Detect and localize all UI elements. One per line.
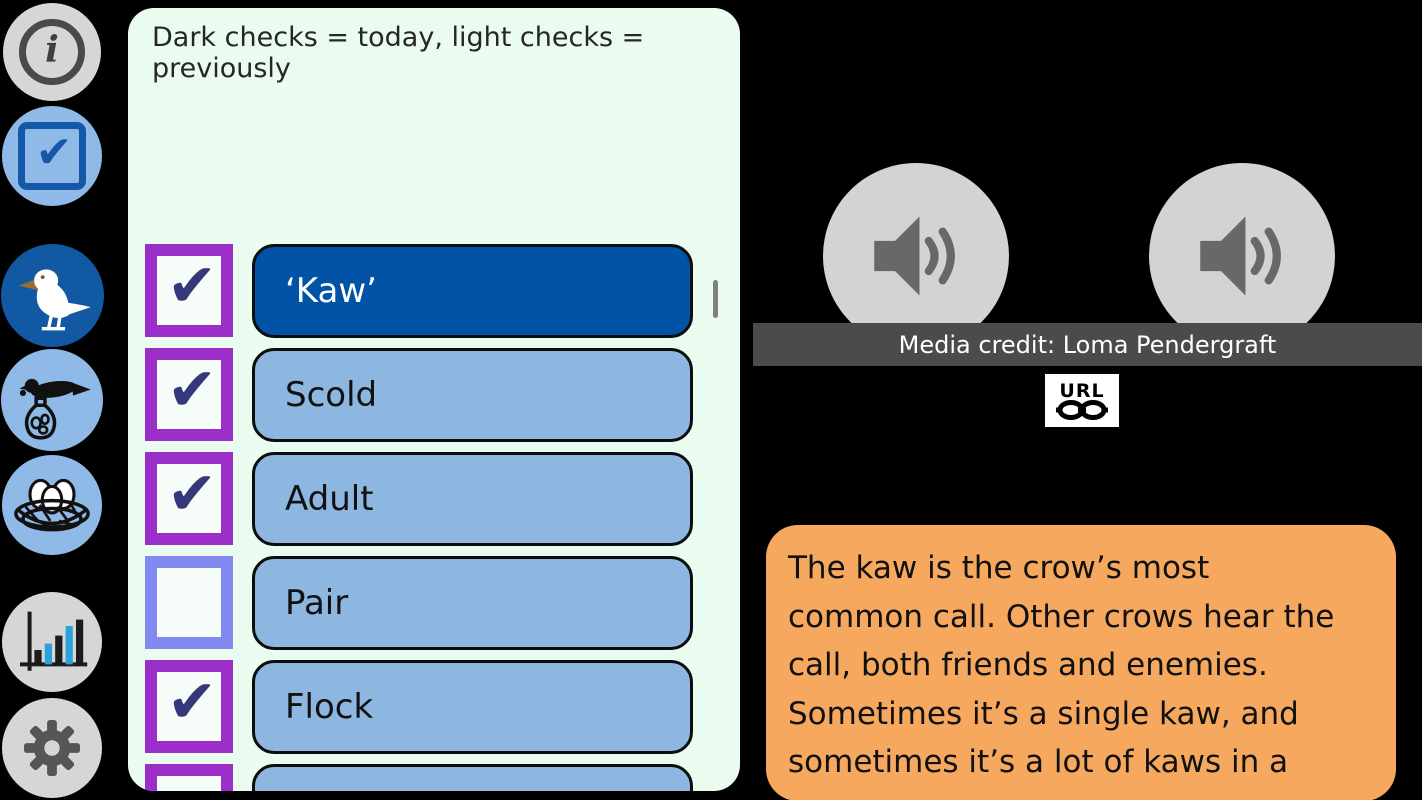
checkbox-adult[interactable] (145, 452, 233, 545)
audio-play-button-1[interactable] (823, 163, 1009, 349)
scrollbar-thumb[interactable] (713, 280, 718, 318)
info-i-glyph: i (45, 29, 59, 71)
checklist-panel (128, 8, 740, 791)
checkmark-icon: ✔ (166, 666, 218, 737)
description-line: Sometimes it’s a single kaw, and (788, 695, 1299, 732)
option-button-kaw[interactable] (252, 244, 693, 338)
option-button-partial[interactable] (252, 764, 693, 791)
option-label: Flock (285, 687, 374, 727)
description-line: The kaw is the crow’s most (788, 550, 1210, 586)
option-label: Pair (285, 583, 349, 623)
bar-chart-icon (12, 602, 92, 682)
speaker-icon (858, 198, 974, 314)
option-label: ‘Kaw’ (285, 271, 377, 311)
option-button-adult[interactable] (252, 452, 693, 546)
sidebar-item-potion[interactable] (1, 349, 103, 451)
checklist-row (128, 244, 740, 339)
checkbox-partial[interactable] (145, 764, 233, 791)
info-icon (19, 19, 85, 85)
option-button-pair[interactable] (252, 556, 693, 650)
media-credit-text: Media credit: Loma Pendergraft (898, 330, 1277, 359)
crow-bottle-icon (8, 356, 96, 444)
sidebar-item-settings[interactable] (2, 698, 102, 798)
checkbox-pair[interactable] (145, 556, 233, 649)
checklist-row (128, 556, 740, 651)
checklist-row (128, 452, 740, 547)
option-label: Adult (285, 479, 374, 519)
sidebar-item-stats[interactable] (2, 592, 102, 692)
checklist-row (128, 660, 740, 755)
checkmark-icon: ✔ (166, 250, 218, 321)
description-line: common call. Other crows hear the (788, 598, 1335, 635)
url-label: URL (1059, 379, 1105, 402)
checkmark-icon: ✔ (166, 354, 218, 425)
description-line: call, both friends and enemies. (788, 647, 1268, 683)
panel-header: Dark checks = today, light checks = previously (152, 22, 645, 84)
crow-icon (10, 253, 96, 339)
sidebar-item-info[interactable] (3, 3, 101, 101)
checkbox-icon (18, 122, 86, 190)
checkbox-scold[interactable] (145, 348, 233, 441)
speaker-icon (1184, 198, 1300, 314)
checkbox-flock[interactable] (145, 660, 233, 753)
description-box (766, 525, 1396, 800)
audio-play-button-2[interactable] (1149, 163, 1335, 349)
sidebar-item-nest[interactable] (2, 455, 102, 555)
description-line: sometimes it’s a lot of kaws in a (788, 744, 1289, 780)
sidebar-item-checklist[interactable] (2, 106, 102, 206)
checklist-row (128, 348, 740, 443)
checkmark-glyph: ✔ (35, 127, 73, 178)
option-label: Scold (285, 375, 378, 415)
checkbox-kaw[interactable] (145, 244, 233, 337)
chain-link-icon (1056, 400, 1108, 420)
nest-icon (8, 461, 96, 549)
url-link-button[interactable] (1045, 374, 1119, 427)
checkmark-icon: ✔ (166, 458, 218, 529)
checklist-row (128, 764, 740, 791)
option-button-flock[interactable] (252, 660, 693, 754)
media-credit-bar (753, 323, 1422, 366)
gear-icon (17, 713, 87, 783)
sidebar-item-bird[interactable] (1, 244, 104, 347)
option-button-scold[interactable] (252, 348, 693, 442)
